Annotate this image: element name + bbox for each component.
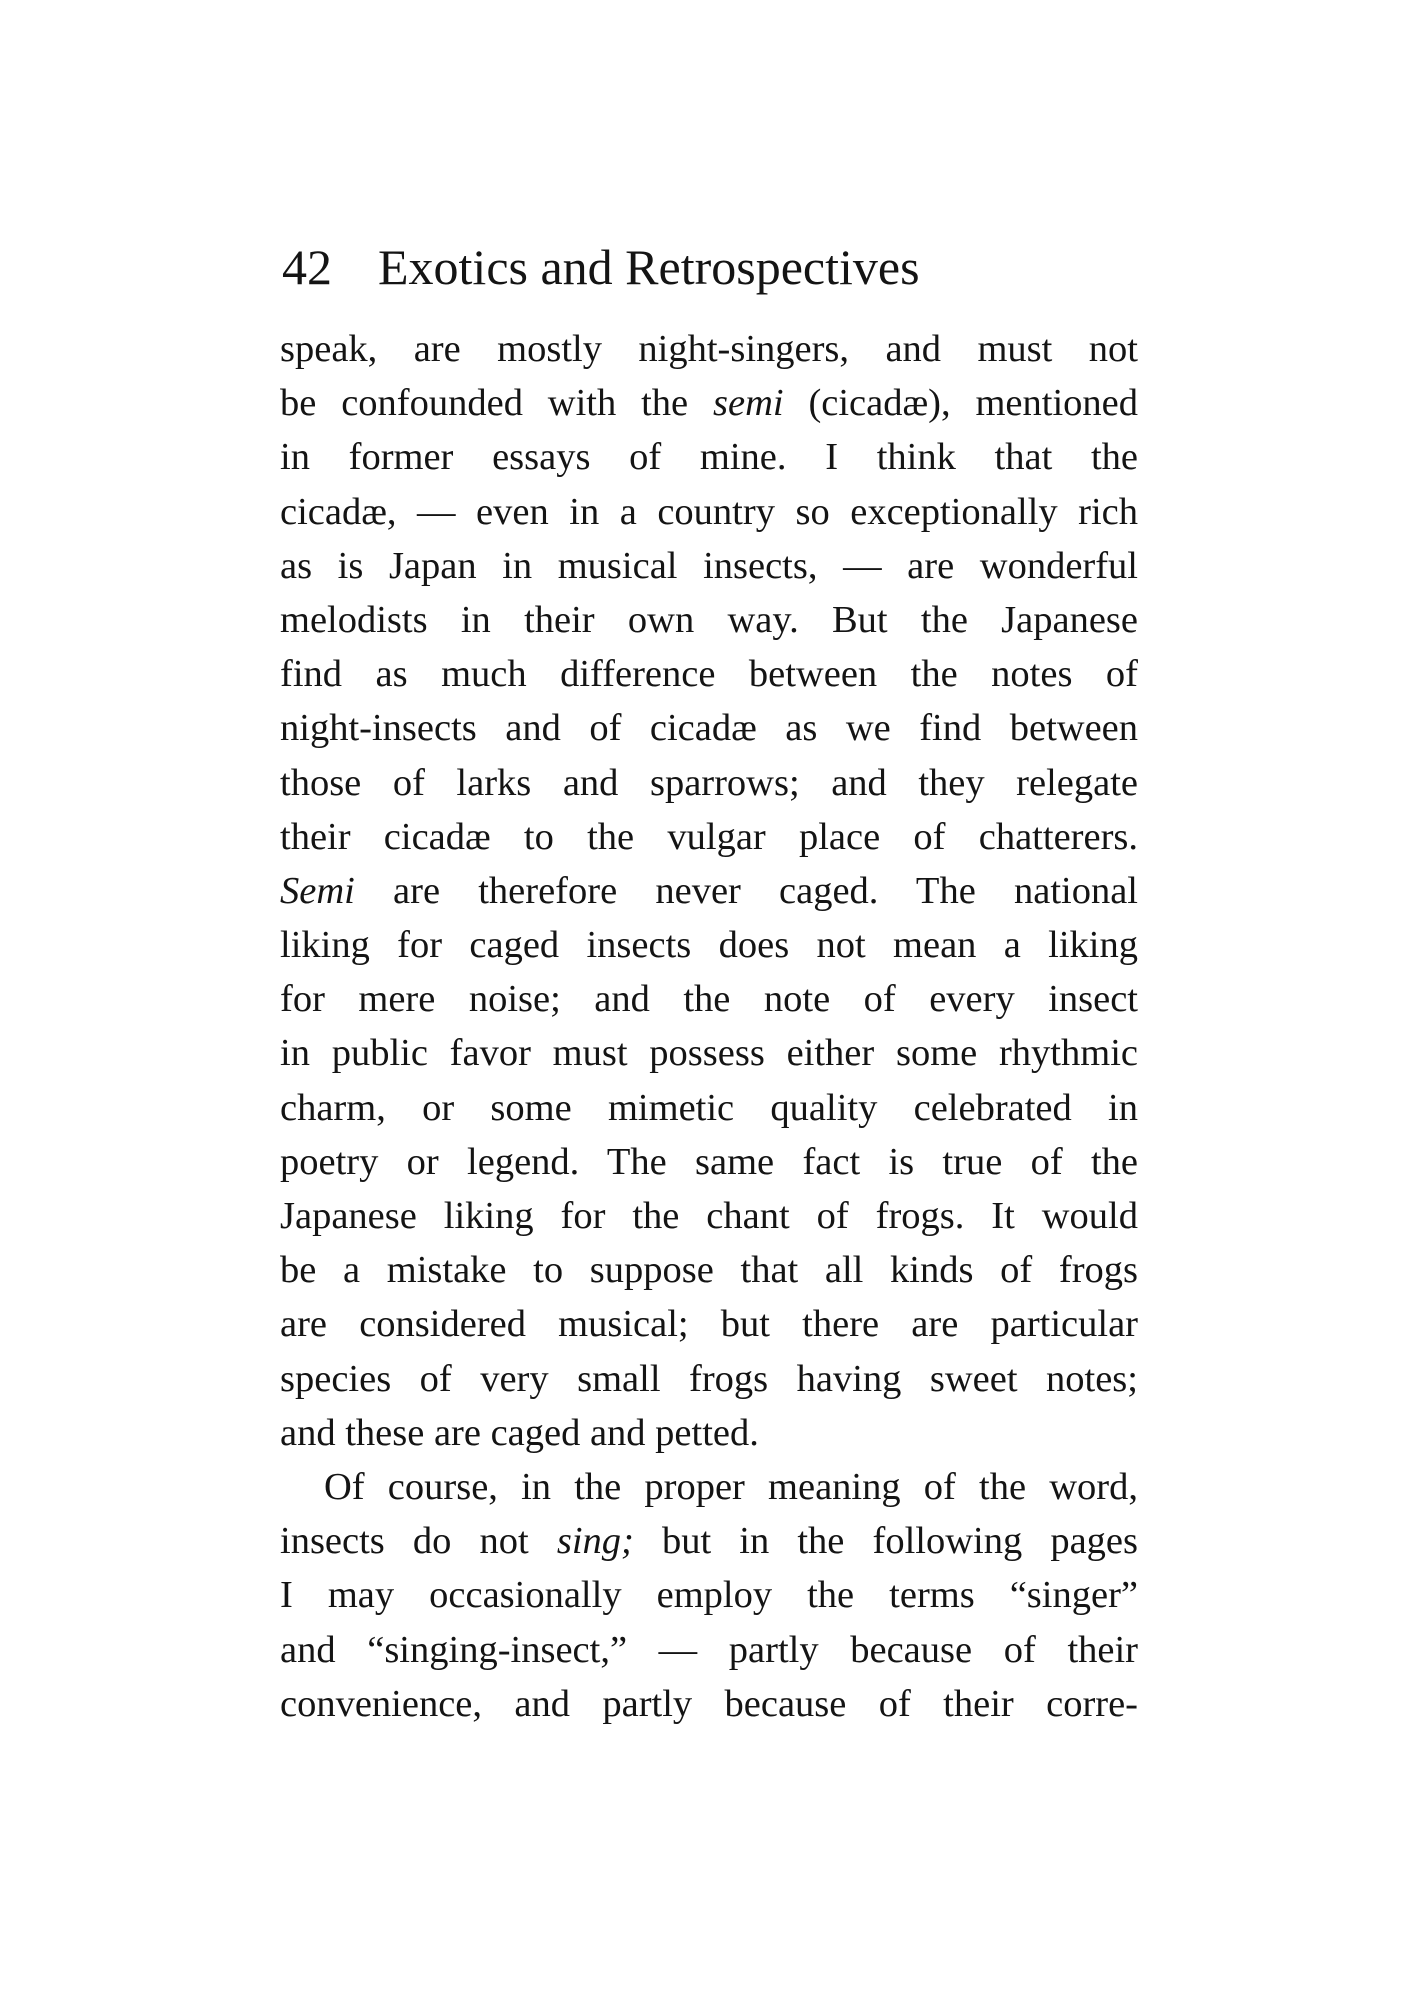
text-line: their cicadæ to the vulgar place of chatterers. [280,815,1138,858]
text-line: and “singing-insect,” — partly because of their [280,1628,1138,1671]
text-line: Semi are therefore never caged. The national [280,869,1138,912]
text-line: night-insects and of cicadæ as we find between [280,707,1138,750]
text-line: cicadæ, — even in a country so exceptionally rich [280,490,1138,533]
paragraph-start-line: Of course, in the proper meaning of the word, [324,1465,1138,1508]
italic-term: semi [713,382,784,425]
text-line: for mere noise; and the note of every insect [280,978,1138,1021]
running-head [282,232,1142,302]
text-line: those of larks and sparrows; and they relegate [280,761,1138,804]
page-number: 42 [282,239,332,295]
italic-term: sing; [556,1520,634,1563]
text-line: charm, or some mimetic quality celebrated in [280,1086,1138,1129]
paragraph-end-line: and these are caged and petted. [280,1411,759,1454]
text-line: speak, are mostly night-singers, and must not [280,328,1138,370]
text-line: liking for caged insects does not mean a liking [280,924,1138,967]
text-line: be confounded with the semi (cicadæ), mentioned [280,382,1138,425]
italic-term: Semi [280,869,355,912]
text-line: as is Japan in musical insects, — are wonderful [280,544,1138,587]
body-text [280,322,1138,1731]
text-line: be a mistake to suppose that all kinds of frogs [280,1249,1138,1292]
text-line: are considered musical; but there are particular [280,1303,1138,1346]
running-title: Exotics and Retrospectives [378,239,920,295]
text-line: Japanese liking for the chant of frogs. It would [280,1195,1138,1237]
text-line: melodists in their own way. But the Japanese [280,598,1138,641]
text-line: poetry or legend. The same fact is true of the [280,1140,1138,1183]
text-line: in former essays of mine. I think that the [280,436,1138,479]
text-line: species of very small frogs having sweet notes; [280,1357,1138,1400]
text-line: in public favor must possess either some rhythmic [280,1032,1138,1075]
text-line: find as much difference between the notes of [280,653,1138,696]
text-line: convenience, and partly because of their corre- [280,1682,1138,1725]
text-line: insects do not sing; but in the following pages [280,1520,1138,1563]
text-line: I may occasionally employ the terms “singer” [280,1574,1138,1617]
